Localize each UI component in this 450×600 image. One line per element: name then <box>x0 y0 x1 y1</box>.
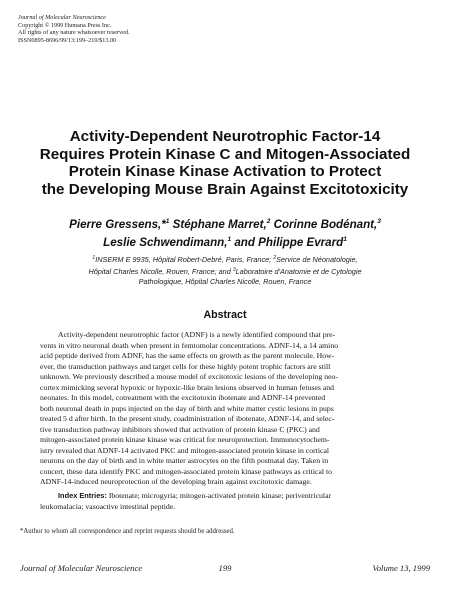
abstract-line: ADNF-14-induced neuroprotection of the developing brain against excitotoxic damage. <box>40 477 312 486</box>
affil-mark: 3 <box>232 267 236 273</box>
author-name: Stéphane Marret, <box>169 218 267 231</box>
affil-text: Hôpital Charles Nicolle, Rouen, France; and <box>88 267 233 276</box>
abstract-line: mitogen-associated protein kinase kinase was critical for neuroprotection. Immunocytochem- <box>40 435 330 444</box>
abstract-line: acid peptide derived from ADNF, has the same effects on growth as the parent molecule. How- <box>40 351 335 360</box>
author-name: and Philippe Evrard <box>231 236 344 249</box>
index-text: Ibotenate; microgyria; mitogen-activated protein kinase; periventricular <box>106 491 332 500</box>
abstract-line: concert, these data identify PKC and mitogen-associated protein kinase pathways as critical to <box>40 466 333 476</box>
author-list <box>30 214 420 250</box>
affil-text: Laboratoire d'Anatomie et de Cytologie <box>235 267 362 276</box>
author-name: Pierre Gressens,* <box>69 218 166 231</box>
affil-text: INSERM E 9935, Hôpital Robert-Debré, Paris, France; <box>95 255 274 264</box>
footer-volume: Volume 13, 1999 <box>372 563 430 573</box>
author-affil-mark: 1 <box>165 218 170 225</box>
abstract-line: vents in vitro neuronal death when present in femtomolar concentrations. ADNF-14, a 14 amino <box>40 340 339 350</box>
article-title <box>30 128 420 198</box>
footer-page-number: 199 <box>218 563 232 573</box>
author-line <box>30 214 420 232</box>
correspondence-footnote: *Author to whom all correspondence and reprint requests should be addressed. <box>20 528 235 535</box>
abstract-line: neonates. In this model, cotreatment with the excitotoxin ibotenate and ADNF-14 prevented <box>40 393 326 402</box>
index-label: Index Entries: <box>58 491 107 500</box>
abstract-line: tive transduction pathway inhibitors showed that activation of protein kinase C (PKC) and <box>40 424 320 434</box>
masthead <box>18 14 130 44</box>
abstract-body <box>40 330 410 488</box>
masthead-copyright: Copyright © 1999 Humana Press Inc. <box>18 21 112 29</box>
author-affil-mark: 2 <box>266 218 271 225</box>
masthead-issn: ISSN0895-8696/99/13:199–210/$13.00 <box>18 36 117 44</box>
author-line <box>30 232 420 250</box>
masthead-rights: All rights of any nature whatsoever reserved. <box>18 29 130 37</box>
abstract-heading: Abstract <box>203 309 247 321</box>
abstract-line: istry revealed that ADNF-14 activated PKC and mitogen-associated protein kinase in cortical <box>40 445 330 455</box>
abstract-line: unknown. We previously described a mouse model of excitotoxic lesions of the developing neo- <box>40 372 338 381</box>
author-affil-mark: 1 <box>343 236 347 243</box>
abstract-line: ever, the transduction pathways and target cells for these highly potent trophic factors are still <box>40 361 331 371</box>
abstract-line: neurons on the day of birth and in white matter astrocytes on the fifth postnatal day. Taken in <box>40 456 329 465</box>
index-line <box>40 491 410 502</box>
title-line: Protein Kinase Kinase Activation to Protect <box>68 163 382 180</box>
author-name: Leslie Schwendimann, <box>103 236 228 249</box>
affil-mark: 1 <box>92 255 96 261</box>
title-line: Activity-Dependent Neurotrophic Factor-14 <box>69 128 381 145</box>
abstract-line: cortex mimicking several hypoxic or hypoxic-like brain lesions observed in human fetuses and <box>40 382 334 392</box>
title-line: Requires Protein Kinase C and Mitogen-Associated <box>39 145 411 163</box>
author-affil-mark: 3 <box>377 218 381 225</box>
affil-line <box>40 253 410 265</box>
affil-line <box>40 265 410 277</box>
author-name: Corinne Bodénant, <box>270 218 378 231</box>
title-line: the Developing Mouse Brain Against Excitotoxicity <box>41 180 409 198</box>
abstract-line: Activity-dependent neurotrophic factor (ADNF) is a newly identified compound that pre- <box>58 330 336 339</box>
abstract-line: both neuronal death in pups injected on the day of birth and white matter cystic lesions in pups <box>40 403 334 413</box>
affil-line: Pathologique, Hôpital Charles Nicolle, Rouen, France <box>138 277 312 286</box>
affil-mark: 2 <box>273 255 277 261</box>
affiliations <box>40 253 410 287</box>
footer-journal: Journal of Molecular Neuroscience <box>20 563 143 573</box>
index-entries <box>40 491 410 512</box>
author-affil-mark: 1 <box>227 236 232 243</box>
index-line: leukomalacia; vasoactive intestinal peptide. <box>40 501 176 511</box>
abstract-line: treated 5 d after birth. In the present study, coadministration of ibotenate, ADNF-14, and selec- <box>40 414 335 423</box>
masthead-journal: Journal of Molecular Neuroscience <box>18 14 106 21</box>
affil-text: Service de Néonatologie, <box>276 255 358 264</box>
